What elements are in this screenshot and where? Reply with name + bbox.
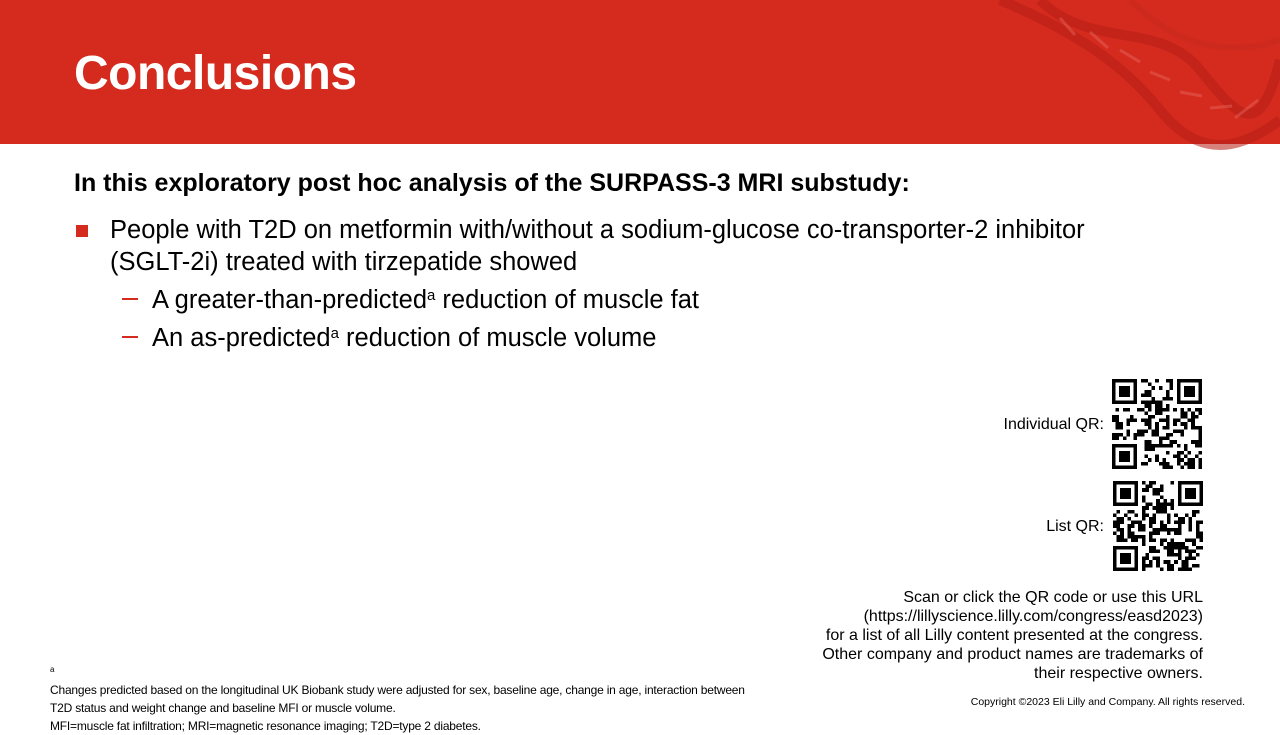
dna-helix-decoration [980,0,1280,144]
sub-bullet-text: A greater-than-predicted$^a$ reduction of muscle fat [152,286,699,314]
footnote-abbreviations: MFI=muscle fat infiltration; MRI=magnetic resonance imaging; T2D=type 2 diabetes. [50,719,481,733]
slide-title: Conclusions [74,47,357,100]
main-bullet [74,214,1174,278]
main-bullet-line-1: People with T2D on metformin with/without a sodium-glucose co-transporter-2 inhibitor [110,216,1085,244]
qr-instructions-line: Other company and product names are trademarks of [822,646,1203,663]
individual-qr-code-icon[interactable] [1112,379,1202,469]
list-qr-label: List QR: [1046,518,1104,535]
footnote-line-2: T2D status and weight change and baseline MFI or muscle volume. [50,701,396,715]
header-banner [0,0,1280,144]
qr-instructions-line: Scan or click the QR code or use this URL [903,589,1203,606]
dash-bullet-icon [122,336,138,338]
individual-qr-label: Individual QR: [1003,416,1104,433]
qr-instructions-line: for a list of all Lilly content presented at the congress. [825,627,1203,644]
qr-instructions-line: their respective owners. [1034,665,1203,682]
footnote-line-1: $^a$ Changes predicted based on the longitudinal UK Biobank study were adjusted for sex, baseline age, change in age, interaction between [50,665,745,697]
qr-url-text[interactable]: (https://lillyscience.lilly.com/congress/easd2023) [863,608,1203,625]
footnote [50,663,790,735]
dash-bullet-icon [122,298,138,300]
qr-instructions [783,588,1203,683]
main-bullet-line-2: (SGLT-2i) treated with tirzepatide showed [110,248,578,276]
list-qr-code-icon[interactable] [1113,481,1203,571]
copyright-notice: Copyright ©2023 Eli Lilly and Company. All rights reserved. [970,696,1245,708]
sub-bullet-muscle-fat [122,285,699,315]
sub-bullet-text: An as-predicted$^a$ reduction of muscle volume [152,324,657,352]
intro-heading: In this exploratory post hoc analysis of the SURPASS-3 MRI substudy: [74,169,910,197]
sub-bullet-muscle-volume [122,323,656,353]
square-bullet-icon [76,225,88,237]
